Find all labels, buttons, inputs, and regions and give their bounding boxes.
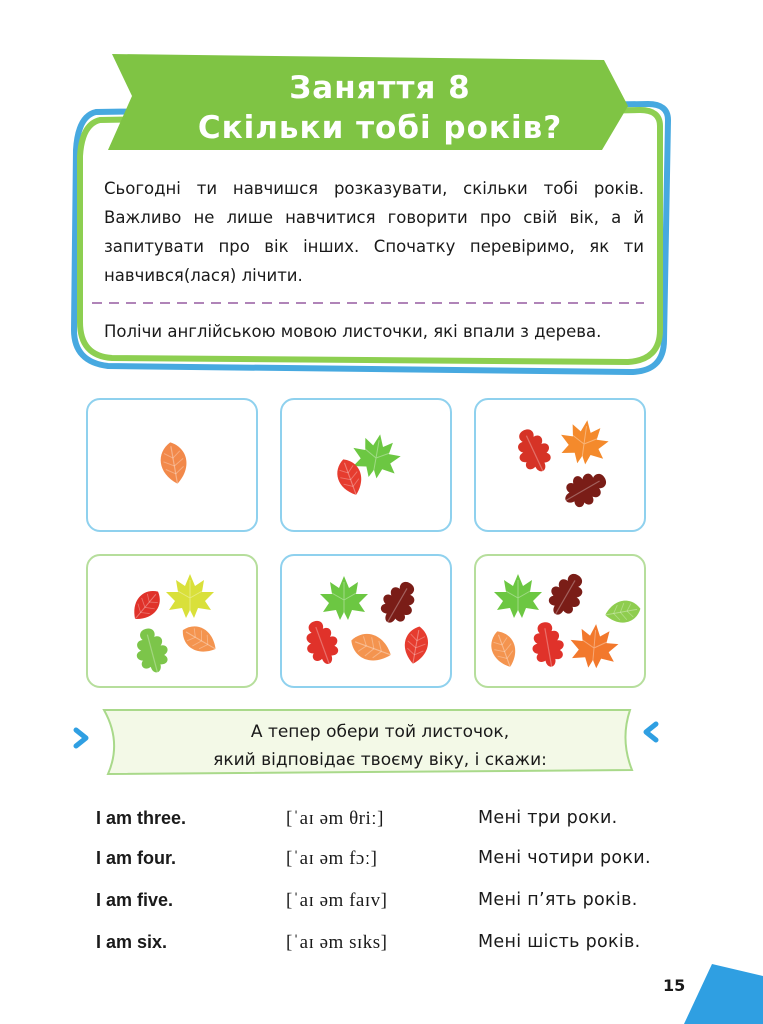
phrase-english: I am three.	[96, 808, 187, 828]
red-oak-leaf-icon	[510, 424, 561, 484]
leaf-card-1[interactable]	[86, 398, 258, 532]
green-maple-leaf-icon	[320, 576, 368, 626]
phrase-transcription: [ˈaɪ əm faɪv]	[286, 890, 388, 911]
lesson-number: Заняття 8	[289, 70, 471, 106]
phrase-english: I am six.	[96, 932, 168, 952]
phrase-row	[96, 808, 716, 842]
phrase-transcription: [ˈaɪ əm sɪks]	[286, 932, 388, 953]
orange-maple-leaf-icon	[568, 622, 620, 676]
leaf-card-3[interactable]	[474, 398, 646, 532]
phrase-ukrainian: Мені шість років.	[478, 932, 641, 952]
red-oak-leaf-icon	[528, 620, 568, 677]
page-number: 15	[663, 976, 686, 995]
leaf-card-2[interactable]	[280, 398, 452, 532]
orange-leaf-icon	[177, 620, 226, 661]
yellow-maple-leaf-icon	[166, 574, 214, 624]
leaf-card-4[interactable]	[86, 554, 258, 688]
phrase-english: I am five.	[96, 890, 174, 910]
red-leaf-icon	[123, 585, 166, 630]
ribbon-line-2: який відповідає твоєму віку, і скажи:	[213, 750, 547, 770]
chevron-left-icon	[646, 724, 656, 740]
brown-oak-leaf-icon	[552, 464, 613, 517]
red-oak-leaf-icon	[299, 616, 346, 676]
phrase-ukrainian: Мені чотири роки.	[478, 848, 651, 868]
phrase-row	[96, 890, 716, 924]
chevron-right-icon	[76, 730, 86, 746]
brown-oak-leaf-icon	[538, 567, 591, 628]
lesson-title: Скільки тобі років?	[197, 110, 563, 146]
orange-leaf-icon	[158, 440, 191, 492]
leaf-card-5[interactable]	[280, 554, 452, 688]
phrase-ukrainian: Мені п’ять років.	[478, 890, 638, 910]
phrase-english: I am four.	[96, 848, 177, 868]
green-maple-leaf-icon	[494, 574, 542, 624]
phrase-transcription: [ˈaɪ əm θriː]	[286, 808, 384, 829]
phrase-ukrainian: Мені три роки.	[478, 808, 618, 828]
task-instruction: Полічи англійською мовою листочки, які впали з дерева.	[104, 322, 602, 341]
orange-leaf-icon	[486, 627, 522, 675]
green-leaf-icon	[598, 598, 642, 626]
phrase-row	[96, 848, 716, 882]
brown-oak-leaf-icon	[370, 575, 423, 636]
intro-paragraph: Сьогодні ти навчишся розказувати, скільки тобі років. Важливо не лише навчитися говорити про свій вік, а й запитувати про вік інших. Спочатку перевіримо, як ти навчився(лася) лічити.	[104, 179, 644, 285]
leaf-card-6[interactable]	[474, 554, 646, 688]
orange-leaf-icon	[347, 628, 401, 668]
orange-maple-leaf-icon	[557, 417, 611, 473]
page-corner-graphic	[0, 950, 763, 1024]
green-oak-leaf-icon	[131, 625, 175, 683]
phrase-transcription: [ˈaɪ əm fɔː]	[286, 848, 378, 869]
red-leaf-icon	[401, 625, 431, 672]
ribbon-line-1: А тепер обери той листочок,	[250, 722, 510, 742]
